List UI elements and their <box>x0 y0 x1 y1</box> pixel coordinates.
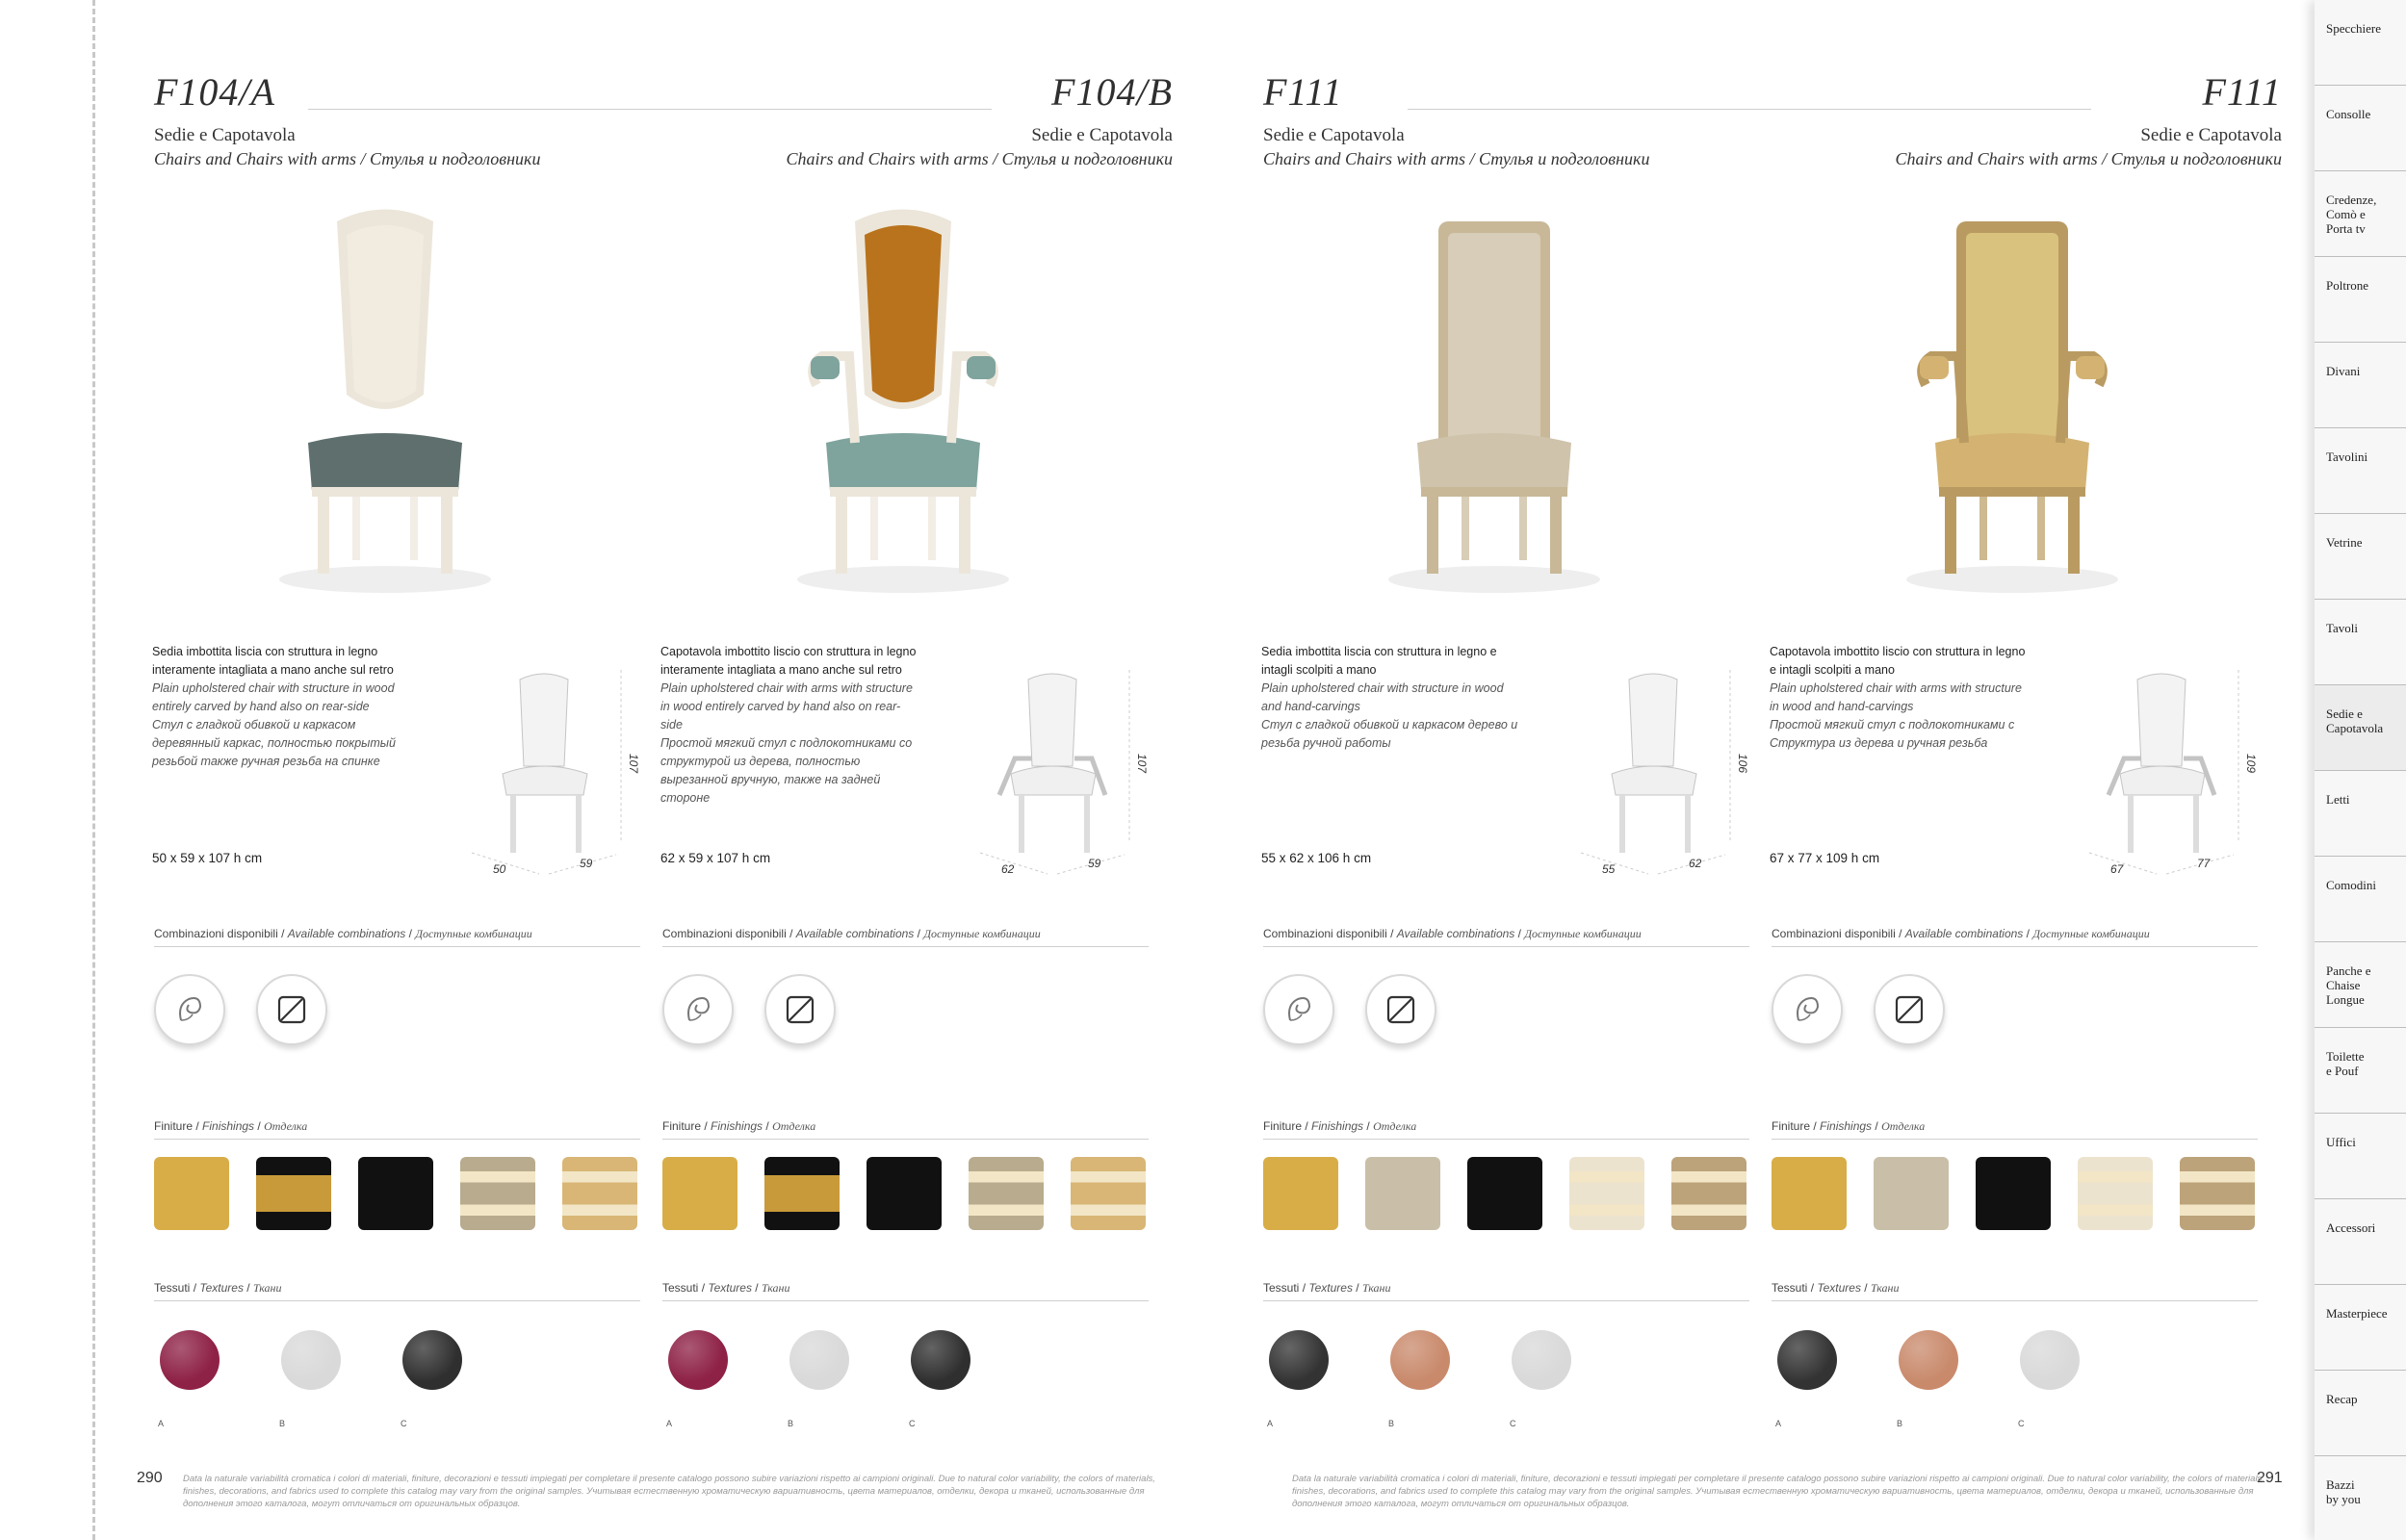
section-label-en: Finishings <box>1820 1119 1873 1133</box>
section-label-ru: Ткани <box>252 1281 282 1295</box>
product-dimensions: 62 x 59 x 107 h cm <box>660 851 771 865</box>
product-subtitle: Sedie e Capotavola <box>1263 125 1405 145</box>
product-subtitle-translation: Chairs and Chairs with arms / Стулья и подголовники <box>1895 149 2282 168</box>
section-label-it: Tessuti <box>1772 1281 1808 1295</box>
finish-swatch[interactable] <box>154 1157 229 1230</box>
product-description <box>152 643 412 771</box>
finish-swatch[interactable] <box>1874 1157 1949 1230</box>
texture-label: A <box>666 1419 673 1428</box>
tab-6[interactable]: Vetrine <box>2315 514 2406 600</box>
section-label-en: Textures <box>199 1281 244 1295</box>
dimension-sketch <box>2070 651 2272 882</box>
section-label-it: Combinazioni disponibili <box>1772 927 1896 940</box>
finish-swatch[interactable] <box>358 1157 433 1230</box>
tab-16[interactable]: Recap <box>2315 1371 2406 1456</box>
chair-image <box>788 202 1019 606</box>
section-label-ru: Отделка <box>264 1119 308 1133</box>
dimension-sketch <box>961 651 1163 882</box>
finish-swatch[interactable] <box>1772 1157 1847 1230</box>
description-english: Plain upholstered chair with structure in wood entirely carved by hand also on rear-side <box>152 681 395 713</box>
dim-width: 50 <box>493 862 506 876</box>
finishings-header: Finiture / Finishings / Отделка <box>1772 1119 2258 1140</box>
finish-swatch[interactable] <box>1365 1157 1440 1230</box>
carved-ornament-button[interactable] <box>1772 974 1843 1045</box>
section-label-ru: Отделка <box>1373 1119 1417 1133</box>
product-code: F111 <box>1263 70 1343 114</box>
product-f104b <box>662 0 1173 1540</box>
chair-photo <box>270 202 501 606</box>
section-label-en: Available combinations <box>795 927 915 940</box>
section-label-en: Finishings <box>1311 1119 1364 1133</box>
texture-swatch[interactable] <box>1512 1330 1571 1390</box>
disclaimer-right: Data la naturale variabilità cromatica i colori di materiali, finiture, decorazioni e tessuti impiegati per completare il presente catalogo possono subire variazioni rispetto ai campioni originali. Due to natural color variability, the colors of materials, finishes, decorations, and fabrics used to complete this catalog may vary from the original samples. Учитывая естественную хроматическую вариативность, цвета материалов, отделки, декора и тканей, использованные для дополнения этого каталога, могут отличаться от оригинальных образцов. <box>1292 1474 2264 1509</box>
texture-swatch[interactable] <box>1899 1330 1958 1390</box>
dim-height: 106 <box>1736 753 1750 774</box>
textures-header: Tessuti / Textures / Ткани <box>1772 1281 2258 1301</box>
section-label-en: Finishings <box>202 1119 255 1133</box>
finishings-header: Finiture / Finishings / Отделка <box>662 1119 1149 1140</box>
finish-swatch[interactable] <box>764 1157 840 1230</box>
finish-swatch[interactable] <box>1671 1157 1746 1230</box>
textures-header: Tessuti / Textures / Ткани <box>662 1281 1149 1301</box>
plain-upholstery-button[interactable] <box>256 974 327 1045</box>
texture-swatch[interactable] <box>668 1330 728 1390</box>
chair-image <box>270 202 501 606</box>
disclaimer-left: Data la naturale variabilità cromatica i colori di materiali, finiture, decorazioni e tessuti impiegati per completare il presente catalogo possono subire variazioni rispetto ai campioni originali. Due to natural color variability, the colors of materials, finishes, decorations, and fabrics used to complete this catalog may vary from the original samples. Учитывая естественную хроматическую вариативность, цвета материалов, отделки, декора и тканей, использованные для дополнения этого каталога, могут отличаться от оригинальных образцов. <box>183 1474 1155 1509</box>
tab-0[interactable]: Specchiere <box>2315 0 2406 86</box>
description-english: Plain upholstered chair with arms with structure in wood entirely carved by hand also on rear-side <box>660 681 913 732</box>
tab-10[interactable]: Comodini <box>2315 857 2406 942</box>
texture-label: B <box>788 1419 794 1428</box>
combinations-header: Combinazioni disponibili / Available combinations / Доступные комбинации <box>1263 927 1749 947</box>
section-label-it: Combinazioni disponibili <box>154 927 278 940</box>
texture-swatch[interactable] <box>2020 1330 2080 1390</box>
dimension-sketch-wrap <box>2070 651 2272 882</box>
section-label-ru: Ткани <box>761 1281 790 1295</box>
plain-square-icon <box>1891 991 1927 1028</box>
product-dimensions: 67 x 77 x 109 h cm <box>1770 851 1880 865</box>
finish-swatch[interactable] <box>1569 1157 1644 1230</box>
product-subtitle-translation: Chairs and Chairs with arms / Стулья и подголовники <box>154 149 541 168</box>
section-label-it: Combinazioni disponibili <box>1263 927 1387 940</box>
chair-photo <box>1897 202 2128 606</box>
page-number-left: 290 <box>137 1470 163 1486</box>
section-label-it: Finiture <box>154 1119 194 1133</box>
product-f111-armchair <box>1772 0 2282 1540</box>
dim-depth: 59 <box>1088 857 1101 870</box>
section-label-ru: Ткани <box>1361 1281 1391 1295</box>
plain-upholstery-button[interactable] <box>1365 974 1436 1045</box>
texture-swatch[interactable] <box>789 1330 849 1390</box>
finish-swatch[interactable] <box>2180 1157 2255 1230</box>
textures-header: Tessuti / Textures / Ткани <box>1263 1281 1749 1301</box>
tab-8[interactable]: Sedie e Capotavola <box>2315 685 2406 771</box>
dim-width: 55 <box>1602 862 1616 876</box>
product-subtitle: Sedie e Capotavola <box>154 125 296 145</box>
description-russian: Стул с гладкой обивкой и каркасом деревянный каркас, полностью покрытый резьбой также ручная резьба на спинке <box>152 718 396 768</box>
product-subtitle: Sedie e Capotavola <box>2140 125 2282 145</box>
tab-1[interactable]: Consolle <box>2315 86 2406 171</box>
section-label-ru: Доступные комбинации <box>923 927 1041 940</box>
product-code: F111 <box>2202 70 2282 114</box>
product-code: F104/B <box>1051 70 1173 114</box>
description-russian: Стул с гладкой обивкой и каркасом дерево и резьба ручной работы <box>1261 718 1518 750</box>
finish-swatch[interactable] <box>460 1157 535 1230</box>
carved-ornament-button[interactable] <box>662 974 734 1045</box>
tab-4[interactable]: Divani <box>2315 343 2406 428</box>
section-label-it: Finiture <box>662 1119 702 1133</box>
tab-13[interactable]: Uffici <box>2315 1114 2406 1199</box>
finishings-header: Finiture / Finishings / Отделка <box>1263 1119 1749 1140</box>
texture-label: A <box>1775 1419 1782 1428</box>
product-f111-chair <box>1263 0 1773 1540</box>
section-label-it: Tessuti <box>154 1281 191 1295</box>
ornament-icon <box>1281 991 1317 1028</box>
dim-width: 67 <box>2110 862 2124 876</box>
product-subtitle: Sedie e Capotavola <box>1031 125 1173 145</box>
tab-7[interactable]: Tavoli <box>2315 600 2406 685</box>
texture-label: B <box>1897 1419 1903 1428</box>
section-label-en: Available combinations <box>287 927 406 940</box>
dim-height: 107 <box>1135 753 1150 774</box>
section-label-ru: Доступные комбинации <box>1524 927 1642 940</box>
dim-height: 109 <box>2244 753 2259 774</box>
section-label-it: Tessuti <box>662 1281 699 1295</box>
section-label-ru: Отделка <box>1881 1119 1926 1133</box>
texture-label: B <box>279 1419 286 1428</box>
tab-15[interactable]: Masterpiece <box>2315 1285 2406 1371</box>
chair-image <box>1379 202 1610 606</box>
dim-depth: 62 <box>1689 857 1702 870</box>
plain-square-icon <box>1383 991 1419 1028</box>
texture-swatch[interactable] <box>281 1330 341 1390</box>
dimension-sketch <box>1562 651 1764 882</box>
dim-depth: 77 <box>2197 857 2211 870</box>
texture-label: B <box>1388 1419 1395 1428</box>
finish-swatch[interactable] <box>1071 1157 1146 1230</box>
section-label-it: Tessuti <box>1263 1281 1300 1295</box>
combinations-header: Combinazioni disponibili / Available combinations / Доступные комбинации <box>1772 927 2258 947</box>
section-label-it: Finiture <box>1772 1119 1811 1133</box>
texture-label: C <box>909 1419 916 1428</box>
textures-header: Tessuti / Textures / Ткани <box>154 1281 640 1301</box>
finish-swatch[interactable] <box>1467 1157 1542 1230</box>
section-label-it: Finiture <box>1263 1119 1303 1133</box>
plain-upholstery-button[interactable] <box>764 974 836 1045</box>
texture-swatch[interactable] <box>160 1330 220 1390</box>
tab-14[interactable]: Accessori <box>2315 1199 2406 1285</box>
finish-swatch[interactable] <box>662 1157 737 1230</box>
dim-depth: 59 <box>580 857 593 870</box>
texture-label: A <box>158 1419 165 1428</box>
ornament-icon <box>171 991 208 1028</box>
tab-11[interactable]: Panche e Chaise Longue <box>2315 942 2406 1028</box>
description-italian: Capotavola imbottito liscio con struttura in legno e intagli scolpiti a mano <box>1770 645 2026 677</box>
dimension-sketch-wrap <box>1562 651 1764 882</box>
product-subtitle-translation: Chairs and Chairs with arms / Стулья и подголовники <box>1263 149 1650 168</box>
description-russian: Простой мягкий стул с подлокотниками с Структура из дерева и ручная резьба <box>1770 718 2015 750</box>
plain-square-icon <box>273 991 310 1028</box>
finish-swatch[interactable] <box>1976 1157 2051 1230</box>
chair-image <box>1897 202 2128 606</box>
texture-label: C <box>1510 1419 1516 1428</box>
tab-5[interactable]: Tavolini <box>2315 428 2406 514</box>
description-english: Plain upholstered chair with structure in wood and hand-carvings <box>1261 681 1504 713</box>
texture-swatch[interactable] <box>1390 1330 1450 1390</box>
section-label-ru: Ткани <box>1870 1281 1900 1295</box>
product-subtitle-translation: Chairs and Chairs with arms / Стулья и подголовники <box>786 149 1173 168</box>
section-label-ru: Доступные комбинации <box>2032 927 2150 940</box>
finish-swatch[interactable] <box>969 1157 1044 1230</box>
dim-height: 107 <box>627 753 641 774</box>
category-tabs <box>2315 0 2406 1540</box>
description-italian: Sedia imbottita liscia con struttura in legno interamente intagliata a mano anche sul retro <box>152 645 394 677</box>
tab-12[interactable]: Toilette e Pouf <box>2315 1028 2406 1114</box>
finish-swatch[interactable] <box>1263 1157 1338 1230</box>
section-label-en: Textures <box>1308 1281 1353 1295</box>
texture-swatch[interactable] <box>1269 1330 1329 1390</box>
chair-photo <box>788 202 1019 606</box>
finish-swatch[interactable] <box>2078 1157 2153 1230</box>
tab-17[interactable]: Bazzi by you <box>2315 1456 2406 1540</box>
product-code: F104/A <box>154 70 275 114</box>
plain-square-icon <box>782 991 818 1028</box>
product-description <box>1261 643 1521 753</box>
texture-swatch[interactable] <box>402 1330 462 1390</box>
tab-3[interactable]: Poltrone <box>2315 257 2406 343</box>
finish-swatch[interactable] <box>867 1157 942 1230</box>
combinations-header: Combinazioni disponibili / Available combinations / Доступные комбинации <box>154 927 640 947</box>
section-label-en: Textures <box>708 1281 752 1295</box>
texture-label: A <box>1267 1419 1274 1428</box>
finish-swatch[interactable] <box>256 1157 331 1230</box>
section-label-ru: Отделка <box>772 1119 816 1133</box>
tab-9[interactable]: Letti <box>2315 771 2406 857</box>
texture-swatch[interactable] <box>1777 1330 1837 1390</box>
carved-ornament-button[interactable] <box>154 974 225 1045</box>
carved-ornament-button[interactable] <box>1263 974 1334 1045</box>
plain-upholstery-button[interactable] <box>1874 974 1945 1045</box>
product-dimensions: 55 x 62 x 106 h cm <box>1261 851 1372 865</box>
chair-photo <box>1379 202 1610 606</box>
dim-width: 62 <box>1001 862 1015 876</box>
binding-dash-line <box>92 0 95 1540</box>
section-label-en: Available combinations <box>1904 927 2024 940</box>
left-page <box>137 0 1298 1540</box>
section-label-en: Finishings <box>711 1119 763 1133</box>
dimension-sketch-wrap <box>453 651 655 882</box>
finish-swatch[interactable] <box>562 1157 637 1230</box>
ornament-icon <box>1789 991 1825 1028</box>
combinations-header: Combinazioni disponibili / Available combinations / Доступные комбинации <box>662 927 1149 947</box>
description-english: Plain upholstered chair with arms with structure in wood and hand-carvings <box>1770 681 2022 713</box>
section-label-ru: Доступные комбинации <box>415 927 532 940</box>
tab-2[interactable]: Credenze, Comò e Porta tv <box>2315 171 2406 257</box>
product-dimensions: 50 x 59 x 107 h cm <box>152 851 263 865</box>
description-italian: Capotavola imbottito liscio con struttura in legno interamente intagliata a mano anche sul retro <box>660 645 917 677</box>
finishings-header: Finiture / Finishings / Отделка <box>154 1119 640 1140</box>
texture-label: C <box>2018 1419 2025 1428</box>
dimension-sketch <box>453 651 655 882</box>
description-italian: Sedia imbottita liscia con struttura in legno e intagli scolpiti a mano <box>1261 645 1497 677</box>
product-description <box>660 643 920 808</box>
description-russian: Простой мягкий стул с подлокотниками со структурой из дерева, полностью вырезанной вручную, также на задней стороне <box>660 736 913 805</box>
texture-swatch[interactable] <box>911 1330 970 1390</box>
product-description <box>1770 643 2030 753</box>
section-label-en: Available combinations <box>1396 927 1515 940</box>
ornament-icon <box>680 991 716 1028</box>
right-page <box>1263 0 2406 1540</box>
page-number-right: 291 <box>2257 1470 2283 1486</box>
section-label-it: Combinazioni disponibili <box>662 927 787 940</box>
product-f104a <box>154 0 664 1540</box>
section-label-en: Textures <box>1817 1281 1861 1295</box>
texture-label: C <box>401 1419 407 1428</box>
dimension-sketch-wrap <box>961 651 1163 882</box>
